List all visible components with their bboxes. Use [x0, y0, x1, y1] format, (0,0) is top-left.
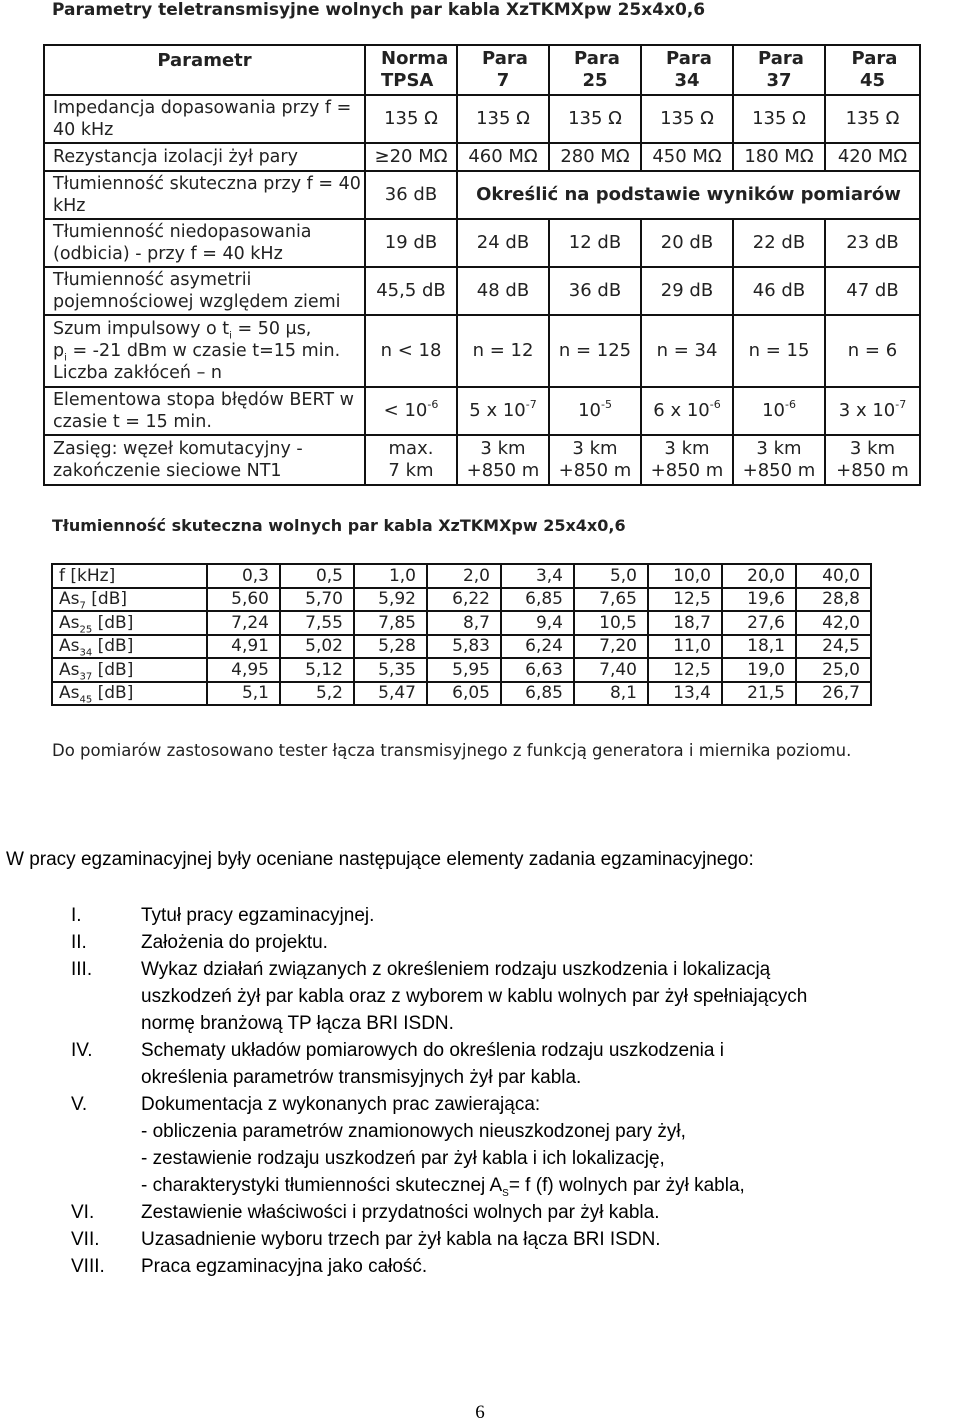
list-item-number: VIII. — [71, 1256, 105, 1277]
table-row — [52, 682, 871, 706]
freq-cell: 40,0 — [796, 564, 871, 588]
param-line — [53, 318, 364, 340]
param-cell: Tłumienność niedopasowania (odbicia) - przy f = 40 kHz — [44, 219, 365, 267]
header-para-7-label: Para 7 — [482, 48, 528, 91]
value-cell: 8,7 — [427, 611, 501, 635]
value-cell: 135 Ω — [549, 95, 641, 143]
value-cell — [365, 435, 457, 485]
list-item-text: Uzasadnienie wyboru trzech par żył kabla na łącza BRI ISDN. — [141, 1229, 661, 1250]
header-norm-label: Norma TPSA — [381, 48, 449, 91]
table-row — [44, 219, 920, 267]
value-cell: 420 MΩ — [825, 143, 920, 171]
freq-label: f [kHz] — [52, 564, 207, 588]
row-label — [52, 588, 207, 612]
value-line: 7 km — [388, 460, 434, 481]
freq-cell: 1,0 — [354, 564, 427, 588]
value-cell: 18,1 — [722, 635, 796, 659]
value-cell — [457, 435, 549, 485]
list-item-number: IV. — [71, 1040, 93, 1061]
row-label — [52, 611, 207, 635]
value-cell: 5,95 — [427, 658, 501, 682]
value-cell: 19,0 — [722, 658, 796, 682]
value-cell: 20 dB — [641, 219, 733, 267]
value-cell: 27,6 — [722, 611, 796, 635]
value-exponent: -7 — [895, 398, 907, 411]
param-subscript: i — [64, 352, 67, 364]
value-cell: 6,63 — [501, 658, 574, 682]
value-cell: 6,24 — [501, 635, 574, 659]
table1-title: Parametry teletransmisyjne wolnych par kabla XzTKMXpw 25x4x0,6 — [52, 0, 706, 20]
value-cell: n = 15 — [733, 315, 825, 387]
freq-cell: 5,0 — [574, 564, 648, 588]
param-text: = -21 dBm w czasie t=15 min. — [66, 341, 341, 361]
table2-title: Tłumienność skuteczna wolnych par kabla XzTKMXpw 25x4x0,6 — [52, 516, 626, 535]
list-item-number: II. — [71, 932, 87, 953]
header-para-25-label: Para 25 — [574, 48, 620, 91]
value-exponent: -6 — [784, 398, 796, 411]
list-item-text: Tytuł pracy egzaminacyjnej. — [141, 905, 375, 926]
value-cell — [365, 387, 457, 435]
value-cell — [549, 435, 641, 485]
param-cell: Tłumienność asymetrii pojemnościowej względem ziemi — [44, 267, 365, 315]
row-label-unit: [dB] — [92, 636, 134, 657]
table-row — [52, 658, 871, 682]
table-row — [44, 95, 920, 143]
table-row — [44, 387, 920, 435]
list-item-text: = f (f) wolnych par żył kabla, — [508, 1175, 745, 1196]
intro-paragraph: W pracy egzaminacyjnej były oceniane następujące elementy zadania egzaminacyjnego: — [6, 849, 754, 870]
value-cell: 36 dB — [365, 171, 457, 219]
list-item-number: V. — [71, 1094, 88, 1115]
value-cell: 135 Ω — [641, 95, 733, 143]
list-item-number: VII. — [71, 1229, 100, 1250]
value-cell: 4,95 — [207, 658, 280, 682]
value-line: 3 km — [480, 438, 526, 459]
value-cell: 280 MΩ — [549, 143, 641, 171]
value-cell: 10,5 — [574, 611, 648, 635]
param-cell — [44, 315, 365, 387]
header-para-45 — [825, 45, 920, 95]
row-label-subscript: 7 — [79, 600, 86, 612]
freq-row — [52, 564, 871, 588]
table-row — [52, 588, 871, 612]
value-exponent: -6 — [427, 398, 439, 411]
value-cell — [641, 387, 733, 435]
value-cell: 24,5 — [796, 635, 871, 659]
value-cell — [641, 435, 733, 485]
freq-cell: 20,0 — [722, 564, 796, 588]
value-cell: 46 dB — [733, 267, 825, 315]
value-cell: 19 dB — [365, 219, 457, 267]
value-cell: n = 6 — [825, 315, 920, 387]
value-cell: 5,47 — [354, 682, 427, 706]
value-cell — [733, 387, 825, 435]
value-exponent: -7 — [525, 398, 537, 411]
value-cell: 5,35 — [354, 658, 427, 682]
value-cell — [825, 387, 920, 435]
header-norm — [365, 45, 457, 95]
value-line: +850 m — [742, 460, 816, 481]
value-cell: 36 dB — [549, 267, 641, 315]
value-cell: ≥20 MΩ — [365, 143, 457, 171]
value-cell: 19,6 — [722, 588, 796, 612]
param-cell: Elementowa stopa błędów BERT w czasie t = 15 min. — [44, 387, 365, 435]
header-parameter: Parametr — [44, 45, 365, 95]
value-cell: 48 dB — [457, 267, 549, 315]
value-cell — [457, 387, 549, 435]
value-cell: n < 18 — [365, 315, 457, 387]
value-cell: 7,55 — [280, 611, 354, 635]
row-label-text: As — [59, 612, 80, 633]
header-para-34 — [641, 45, 733, 95]
attenuation-table — [51, 563, 872, 706]
header-para-45-label: Para 45 — [851, 48, 898, 91]
value-cell: 22 dB — [733, 219, 825, 267]
value-cell: 23 dB — [825, 219, 920, 267]
list-item — [0, 929, 960, 956]
value-cell: 5,28 — [354, 635, 427, 659]
value-cell: 5,92 — [354, 588, 427, 612]
list-item-text: Zestawienie właściwości i przydatności wolnych par żył kabla. — [141, 1202, 660, 1223]
value-base: 6 x 10 — [653, 400, 710, 421]
value-cell: 7,85 — [354, 611, 427, 635]
value-cell: 18,7 — [648, 611, 722, 635]
value-cell: 25,0 — [796, 658, 871, 682]
header-para-7 — [457, 45, 549, 95]
value-cell: 9,4 — [501, 611, 574, 635]
param-text: Szum impulsowy o t — [53, 319, 230, 339]
list-item-subscript: S — [502, 1187, 509, 1199]
parameters-table — [43, 44, 921, 486]
value-exponent: -6 — [709, 398, 721, 411]
param-cell: Impedancja dopasowania przy f = 40 kHz — [44, 95, 365, 143]
value-cell — [825, 435, 920, 485]
value-base: 10 — [762, 400, 785, 421]
value-cell: 5,2 — [280, 682, 354, 706]
value-cell: 7,40 — [574, 658, 648, 682]
table-row — [44, 267, 920, 315]
value-cell: 450 MΩ — [641, 143, 733, 171]
value-cell: 12,5 — [648, 588, 722, 612]
param-cell: Tłumienność skuteczna przy f = 40 kHz — [44, 171, 365, 219]
list-item-line: - obliczenia parametrów znamionowych nieuszkodzonej pary żył, — [141, 1121, 686, 1142]
row-label-unit: [dB] — [85, 589, 127, 610]
table-row — [44, 143, 920, 171]
row-label-unit: [dB] — [92, 612, 134, 633]
value-cell: 6,22 — [427, 588, 501, 612]
param-text: p — [53, 341, 65, 361]
table-row — [52, 611, 871, 635]
list-item-line: Schematy układów pomiarowych do określenia rodzaju uszkodzenia i — [141, 1040, 724, 1061]
list-item-line: - zestawienie rodzaju uszkodzeń par żył kabla i ich lokalizację, — [141, 1148, 665, 1169]
value-cell: 47 dB — [825, 267, 920, 315]
value-cell: n = 125 — [549, 315, 641, 387]
value-cell: 4,91 — [207, 635, 280, 659]
row-label-unit: [dB] — [92, 659, 134, 680]
value-cell: n = 34 — [641, 315, 733, 387]
value-cell: 7,24 — [207, 611, 280, 635]
value-cell: 5,02 — [280, 635, 354, 659]
value-cell: 135 Ω — [457, 95, 549, 143]
list-item-number: III. — [71, 959, 93, 980]
list-item-line: normę branżową TP łącza BRI ISDN. — [141, 1013, 454, 1034]
measurement-note: Do pomiarów zastosowano tester łącza transmisyjnego z funkcją generatora i miernika poziomu. — [52, 741, 852, 760]
merged-instruction-cell: Określić na podstawie wyników pomiarów — [457, 171, 920, 219]
list-item — [0, 1226, 960, 1253]
list-item-text: Praca egzaminacyjna jako całość. — [141, 1256, 428, 1277]
value-line: +850 m — [650, 460, 724, 481]
value-cell: 6,05 — [427, 682, 501, 706]
value-cell: 28,8 — [796, 588, 871, 612]
value-cell: 5,12 — [280, 658, 354, 682]
value-cell: 7,65 — [574, 588, 648, 612]
freq-cell: 10,0 — [648, 564, 722, 588]
value-cell: 5,1 — [207, 682, 280, 706]
list-item-text: Założenia do projektu. — [141, 932, 328, 953]
value-cell: 460 MΩ — [457, 143, 549, 171]
value-cell: n = 12 — [457, 315, 549, 387]
list-item-line — [141, 1172, 960, 1199]
param-subscript: i — [229, 330, 232, 342]
value-cell: 5,60 — [207, 588, 280, 612]
list-item — [0, 1037, 960, 1091]
value-cell: 180 MΩ — [733, 143, 825, 171]
param-cell: Rezystancja izolacji żył pary — [44, 143, 365, 171]
value-line: 3 km — [849, 438, 896, 459]
value-base: 3 x 10 — [838, 400, 896, 421]
row-label — [52, 658, 207, 682]
param-line: Liczba zakłóceń – n — [53, 363, 222, 383]
list-item-text: - charakterystyki tłumienności skutecznej A — [141, 1175, 503, 1196]
param-text: = 50 μs, — [231, 319, 312, 339]
list-item-number: I. — [71, 905, 82, 926]
value-cell — [549, 387, 641, 435]
value-cell: 11,0 — [648, 635, 722, 659]
value-cell: 12 dB — [549, 219, 641, 267]
param-line — [53, 340, 364, 362]
header-para-34-label: Para 34 — [666, 48, 712, 91]
list-item-line: uszkodzeń żył par kabla oraz z wyborem w kablu wolnych par żył spełniających — [141, 986, 808, 1007]
list-item-line: Wykaz działań związanych z określeniem rodzaju uszkodzenia i lokalizacją — [141, 959, 771, 980]
list-item — [0, 1199, 960, 1226]
list-item-line: Dokumentacja z wykonanych prac zawierająca: — [141, 1094, 541, 1115]
value-cell: 8,1 — [574, 682, 648, 706]
row-label-text: As — [59, 683, 80, 704]
table-row — [44, 171, 920, 219]
value-base: 5 x 10 — [469, 400, 526, 421]
value-cell: 135 Ω — [825, 95, 920, 143]
list-item-number: VI. — [71, 1202, 95, 1223]
value-line: +850 m — [558, 460, 632, 481]
value-cell: 45,5 dB — [365, 267, 457, 315]
evaluation-list — [0, 902, 960, 1280]
value-cell: 26,7 — [796, 682, 871, 706]
value-line: 3 km — [756, 438, 802, 459]
list-item — [0, 1091, 960, 1199]
value-line: 3 km — [572, 438, 618, 459]
table-row — [52, 635, 871, 659]
table-row — [44, 435, 920, 485]
value-cell — [733, 435, 825, 485]
list-item — [0, 956, 960, 1037]
row-label — [52, 635, 207, 659]
row-label-subscript: 34 — [79, 647, 93, 659]
value-cell: 5,83 — [427, 635, 501, 659]
value-cell: 24 dB — [457, 219, 549, 267]
value-base: 10 — [578, 400, 601, 421]
row-label-subscript: 37 — [79, 671, 93, 683]
value-cell: 21,5 — [722, 682, 796, 706]
freq-cell: 3,4 — [501, 564, 574, 588]
value-cell: 135 Ω — [733, 95, 825, 143]
value-line: max. — [388, 438, 434, 459]
row-label-subscript: 45 — [79, 694, 93, 706]
row-label — [52, 682, 207, 706]
header-para-37-label: Para 37 — [758, 48, 804, 91]
table1-header-row — [44, 45, 920, 95]
row-label-subscript: 25 — [79, 624, 93, 636]
value-cell: 5,70 — [280, 588, 354, 612]
freq-cell: 0,3 — [207, 564, 280, 588]
value-cell: 7,20 — [574, 635, 648, 659]
freq-cell: 0,5 — [280, 564, 354, 588]
page-number: 6 — [475, 1402, 485, 1423]
value-line: +850 m — [836, 460, 909, 481]
value-line: +850 m — [466, 460, 540, 481]
value-cell: 135 Ω — [365, 95, 457, 143]
table-row — [44, 315, 920, 387]
list-item-line: określenia parametrów transmisyjnych żył par kabla. — [141, 1067, 582, 1088]
freq-cell: 2,0 — [427, 564, 501, 588]
value-line: 3 km — [664, 438, 710, 459]
value-cell: 29 dB — [641, 267, 733, 315]
row-label-unit: [dB] — [92, 683, 134, 704]
list-item — [0, 1253, 960, 1280]
list-item — [0, 902, 960, 929]
value-exponent: -5 — [600, 398, 612, 411]
row-label-text: As — [59, 589, 80, 610]
value-cell: 6,85 — [501, 682, 574, 706]
value-cell: 12,5 — [648, 658, 722, 682]
param-cell: Zasięg: węzeł komutacyjny - zakończenie sieciowe NT1 — [44, 435, 365, 485]
value-cell: 13,4 — [648, 682, 722, 706]
row-label-text: As — [59, 659, 80, 680]
header-para-25 — [549, 45, 641, 95]
value-base: < 10 — [383, 400, 428, 421]
value-cell: 42,0 — [796, 611, 871, 635]
value-cell: 6,85 — [501, 588, 574, 612]
header-para-37 — [733, 45, 825, 95]
row-label-text: As — [59, 636, 80, 657]
